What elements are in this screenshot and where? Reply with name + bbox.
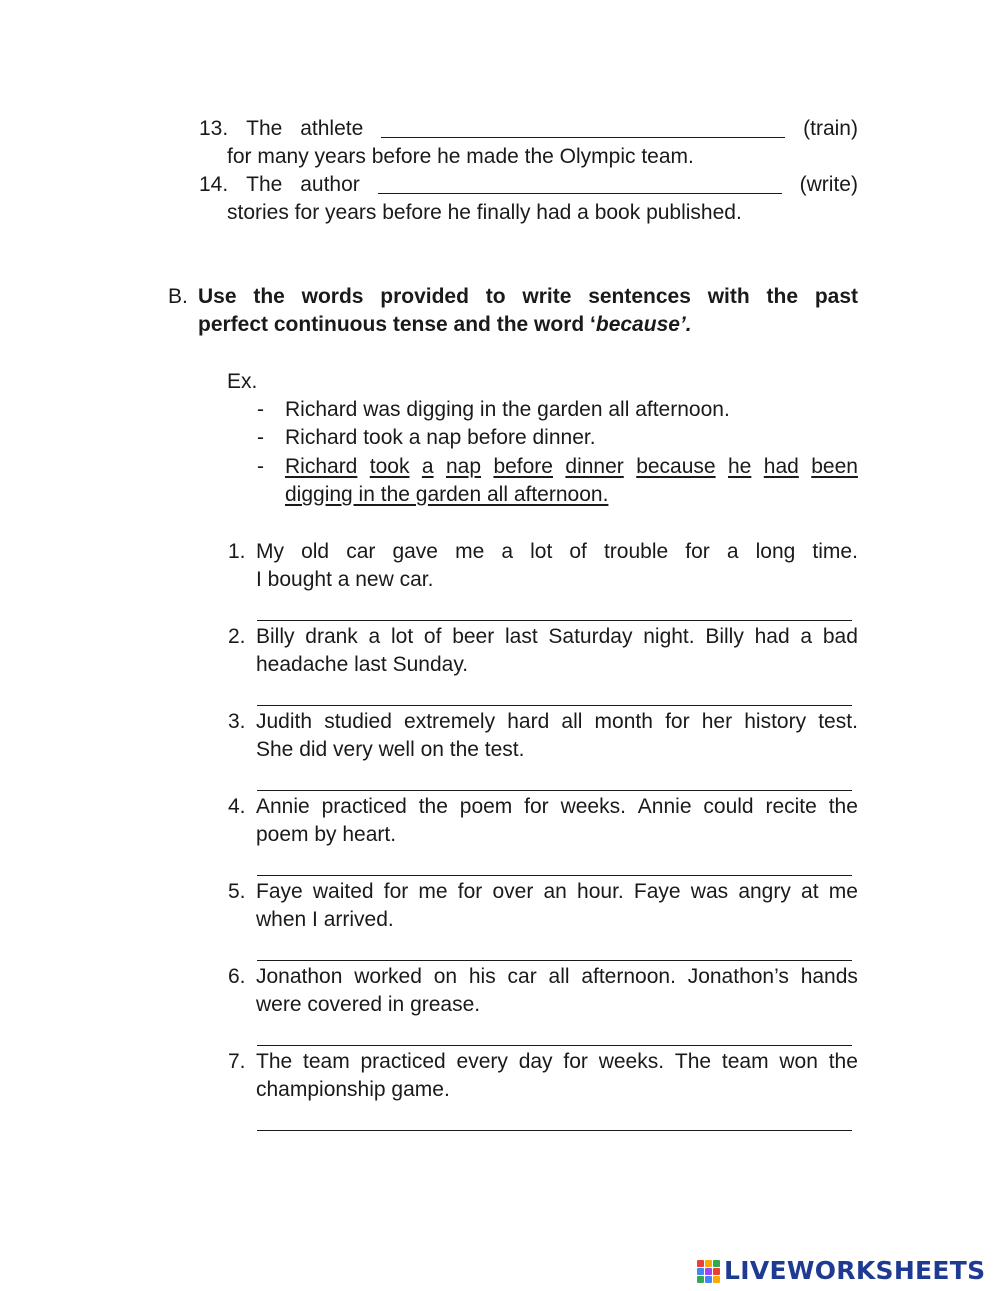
word: night. (643, 625, 695, 648)
example-item: Richard took a nap before dinner. (285, 426, 596, 449)
word: all (548, 965, 570, 988)
question-number: 7. (228, 1050, 246, 1073)
word: before (493, 455, 553, 478)
question-13-line1 (199, 115, 858, 143)
word: a (421, 455, 434, 478)
word: afternoon. (581, 965, 676, 988)
question-number: 2. (228, 625, 246, 648)
word: the (418, 795, 448, 818)
question-text-line2: She did very well on the test. (256, 738, 525, 761)
word: weeks. (560, 795, 626, 818)
verb-hint: (train) (803, 117, 858, 140)
word: Jonathon’s (687, 965, 789, 988)
word: write (522, 285, 572, 308)
word: trouble (603, 540, 669, 563)
word: Billy (256, 625, 295, 648)
word: a (800, 625, 813, 648)
logo-text: LIVEWORKSHEETS (724, 1256, 986, 1285)
example-answer-line2: digging in the garden all afternoon. (285, 483, 609, 506)
word: Faye (633, 880, 681, 903)
word: a (368, 625, 381, 648)
question-number: 5. (228, 880, 246, 903)
question-text-line2: were covered in grease. (256, 993, 481, 1016)
word: Jonathon (256, 965, 343, 988)
logo-tile (713, 1260, 720, 1267)
word: on (433, 965, 458, 988)
word: time. (812, 540, 858, 563)
word: team (721, 1050, 769, 1073)
answer-line[interactable] (257, 1045, 852, 1046)
word: lot (530, 540, 553, 563)
word: bad (822, 625, 858, 648)
question-text-line1 (256, 708, 858, 736)
word: last (504, 625, 538, 648)
answer-blank[interactable] (381, 115, 785, 138)
bullet-dash: - (257, 426, 264, 449)
word: his (468, 965, 496, 988)
logo-tile (697, 1268, 704, 1275)
instruction-text: perfect continuous tense and the word ‘ (198, 313, 596, 336)
word: My (256, 540, 284, 563)
logo-tile (713, 1276, 720, 1283)
word: worked (354, 965, 422, 988)
word: test. (818, 710, 858, 733)
word: the (828, 795, 858, 818)
word: author (300, 173, 360, 196)
word: history (744, 710, 807, 733)
word: won (779, 1050, 818, 1073)
word: an (543, 880, 567, 903)
word: drank (305, 625, 358, 648)
word: for (563, 1050, 588, 1073)
word: me (455, 540, 485, 563)
question-text-line1 (256, 538, 858, 566)
keyword-because: because’. (595, 313, 692, 336)
word: Faye (256, 880, 303, 903)
question-number: 3. (228, 710, 246, 733)
answer-line[interactable] (257, 790, 852, 791)
answer-line[interactable] (257, 1130, 852, 1131)
word: The (674, 1050, 712, 1073)
word: over (492, 880, 534, 903)
question-number: 1. (228, 540, 246, 563)
word: me (418, 880, 448, 903)
word: Annie (637, 795, 692, 818)
section-instruction-line2 (198, 311, 692, 339)
answer-blank[interactable] (378, 171, 782, 194)
logo-tile (705, 1268, 712, 1275)
verb-hint: (write) (799, 173, 858, 196)
word: been (811, 455, 858, 478)
logo-tile (697, 1276, 704, 1283)
word: hands (800, 965, 858, 988)
example-label: Ex. (227, 370, 258, 393)
word: of (569, 540, 587, 563)
question-text-line2: when I arrived. (256, 908, 394, 931)
word: past (814, 285, 858, 308)
section-letter: B. (168, 285, 188, 308)
word: could (703, 795, 754, 818)
word: for (685, 540, 710, 563)
word: The (246, 173, 283, 196)
logo-tile (705, 1276, 712, 1283)
word: Richard (285, 455, 358, 478)
word: every (456, 1050, 508, 1073)
word: extremely (404, 710, 496, 733)
word: hard (507, 710, 550, 733)
word: all (561, 710, 583, 733)
answer-line[interactable] (257, 620, 852, 621)
word: had (763, 455, 799, 478)
word: because (636, 455, 716, 478)
word: me (828, 880, 858, 903)
word: with (707, 285, 750, 308)
logo-tile (697, 1260, 704, 1267)
word: waited (312, 880, 374, 903)
example-answer-line1 (285, 453, 858, 481)
question-text-line2: championship game. (256, 1078, 450, 1101)
word: her (701, 710, 733, 733)
section-instruction-line1 (198, 283, 858, 311)
question-13-line2: for many years before he made the Olympic team. (227, 145, 694, 168)
word: words (301, 285, 364, 308)
word: dinner (565, 455, 624, 478)
word: was (690, 880, 729, 903)
word: took (369, 455, 410, 478)
question-number: 13. (199, 117, 229, 140)
word: poem (459, 795, 513, 818)
word: month (594, 710, 653, 733)
question-text-line2: poem by heart. (256, 823, 397, 846)
question-text-line2: I bought a new car. (256, 568, 434, 591)
word: for (383, 880, 409, 903)
question-text-line1 (256, 1048, 858, 1076)
word: athlete (300, 117, 364, 140)
question-text-line1 (256, 623, 858, 651)
word: Billy (705, 625, 744, 648)
word: sentences (588, 285, 691, 308)
word: hour. (577, 880, 624, 903)
question-14-line2: stories for years before he finally had a book published. (227, 201, 742, 224)
word: Judith (256, 710, 313, 733)
word: car (346, 540, 376, 563)
word: practiced (321, 795, 407, 818)
word: he (728, 455, 752, 478)
word: for (457, 880, 483, 903)
word: Annie (256, 795, 310, 818)
word: at (801, 880, 819, 903)
word: angry (738, 880, 791, 903)
word: provided (380, 285, 469, 308)
question-text-line1 (256, 793, 858, 821)
word: practiced (360, 1050, 446, 1073)
word: The (256, 1050, 293, 1073)
bullet-dash: - (257, 398, 264, 421)
logo-tile (713, 1268, 720, 1275)
word: of (423, 625, 442, 648)
question-number: 14. (199, 173, 229, 196)
word: The (246, 117, 283, 140)
word: old (301, 540, 330, 563)
word: day (518, 1050, 553, 1073)
word: Use (198, 285, 237, 308)
word: the (828, 1050, 858, 1073)
word: gave (392, 540, 438, 563)
logo-grid-icon (697, 1260, 720, 1283)
word: had (754, 625, 790, 648)
liveworksheets-logo (697, 1256, 985, 1286)
word: team (303, 1050, 350, 1073)
word: beer (452, 625, 495, 648)
question-text-line2: headache last Sunday. (256, 653, 469, 676)
question-number: 4. (228, 795, 246, 818)
word: for (665, 710, 690, 733)
word: car (507, 965, 537, 988)
word: studied (324, 710, 392, 733)
word: recite (765, 795, 817, 818)
word: a (501, 540, 514, 563)
logo-tile (705, 1260, 712, 1267)
question-14-line1 (199, 171, 858, 199)
bullet-dash: - (257, 455, 264, 478)
word: the (253, 285, 285, 308)
word: Saturday (548, 625, 633, 648)
answer-line[interactable] (257, 960, 852, 961)
answer-line[interactable] (257, 875, 852, 876)
word: weeks. (598, 1050, 665, 1073)
word: for (524, 795, 549, 818)
word: the (766, 285, 799, 308)
word: to (485, 285, 506, 308)
word: a (726, 540, 739, 563)
answer-line[interactable] (257, 705, 852, 706)
question-number: 6. (228, 965, 246, 988)
example-item: Richard was digging in the garden all afternoon. (285, 398, 730, 421)
word: nap (445, 455, 482, 478)
question-text-line1 (256, 963, 858, 991)
word: lot (390, 625, 414, 648)
question-text-line1 (256, 878, 858, 906)
word: long (755, 540, 796, 563)
